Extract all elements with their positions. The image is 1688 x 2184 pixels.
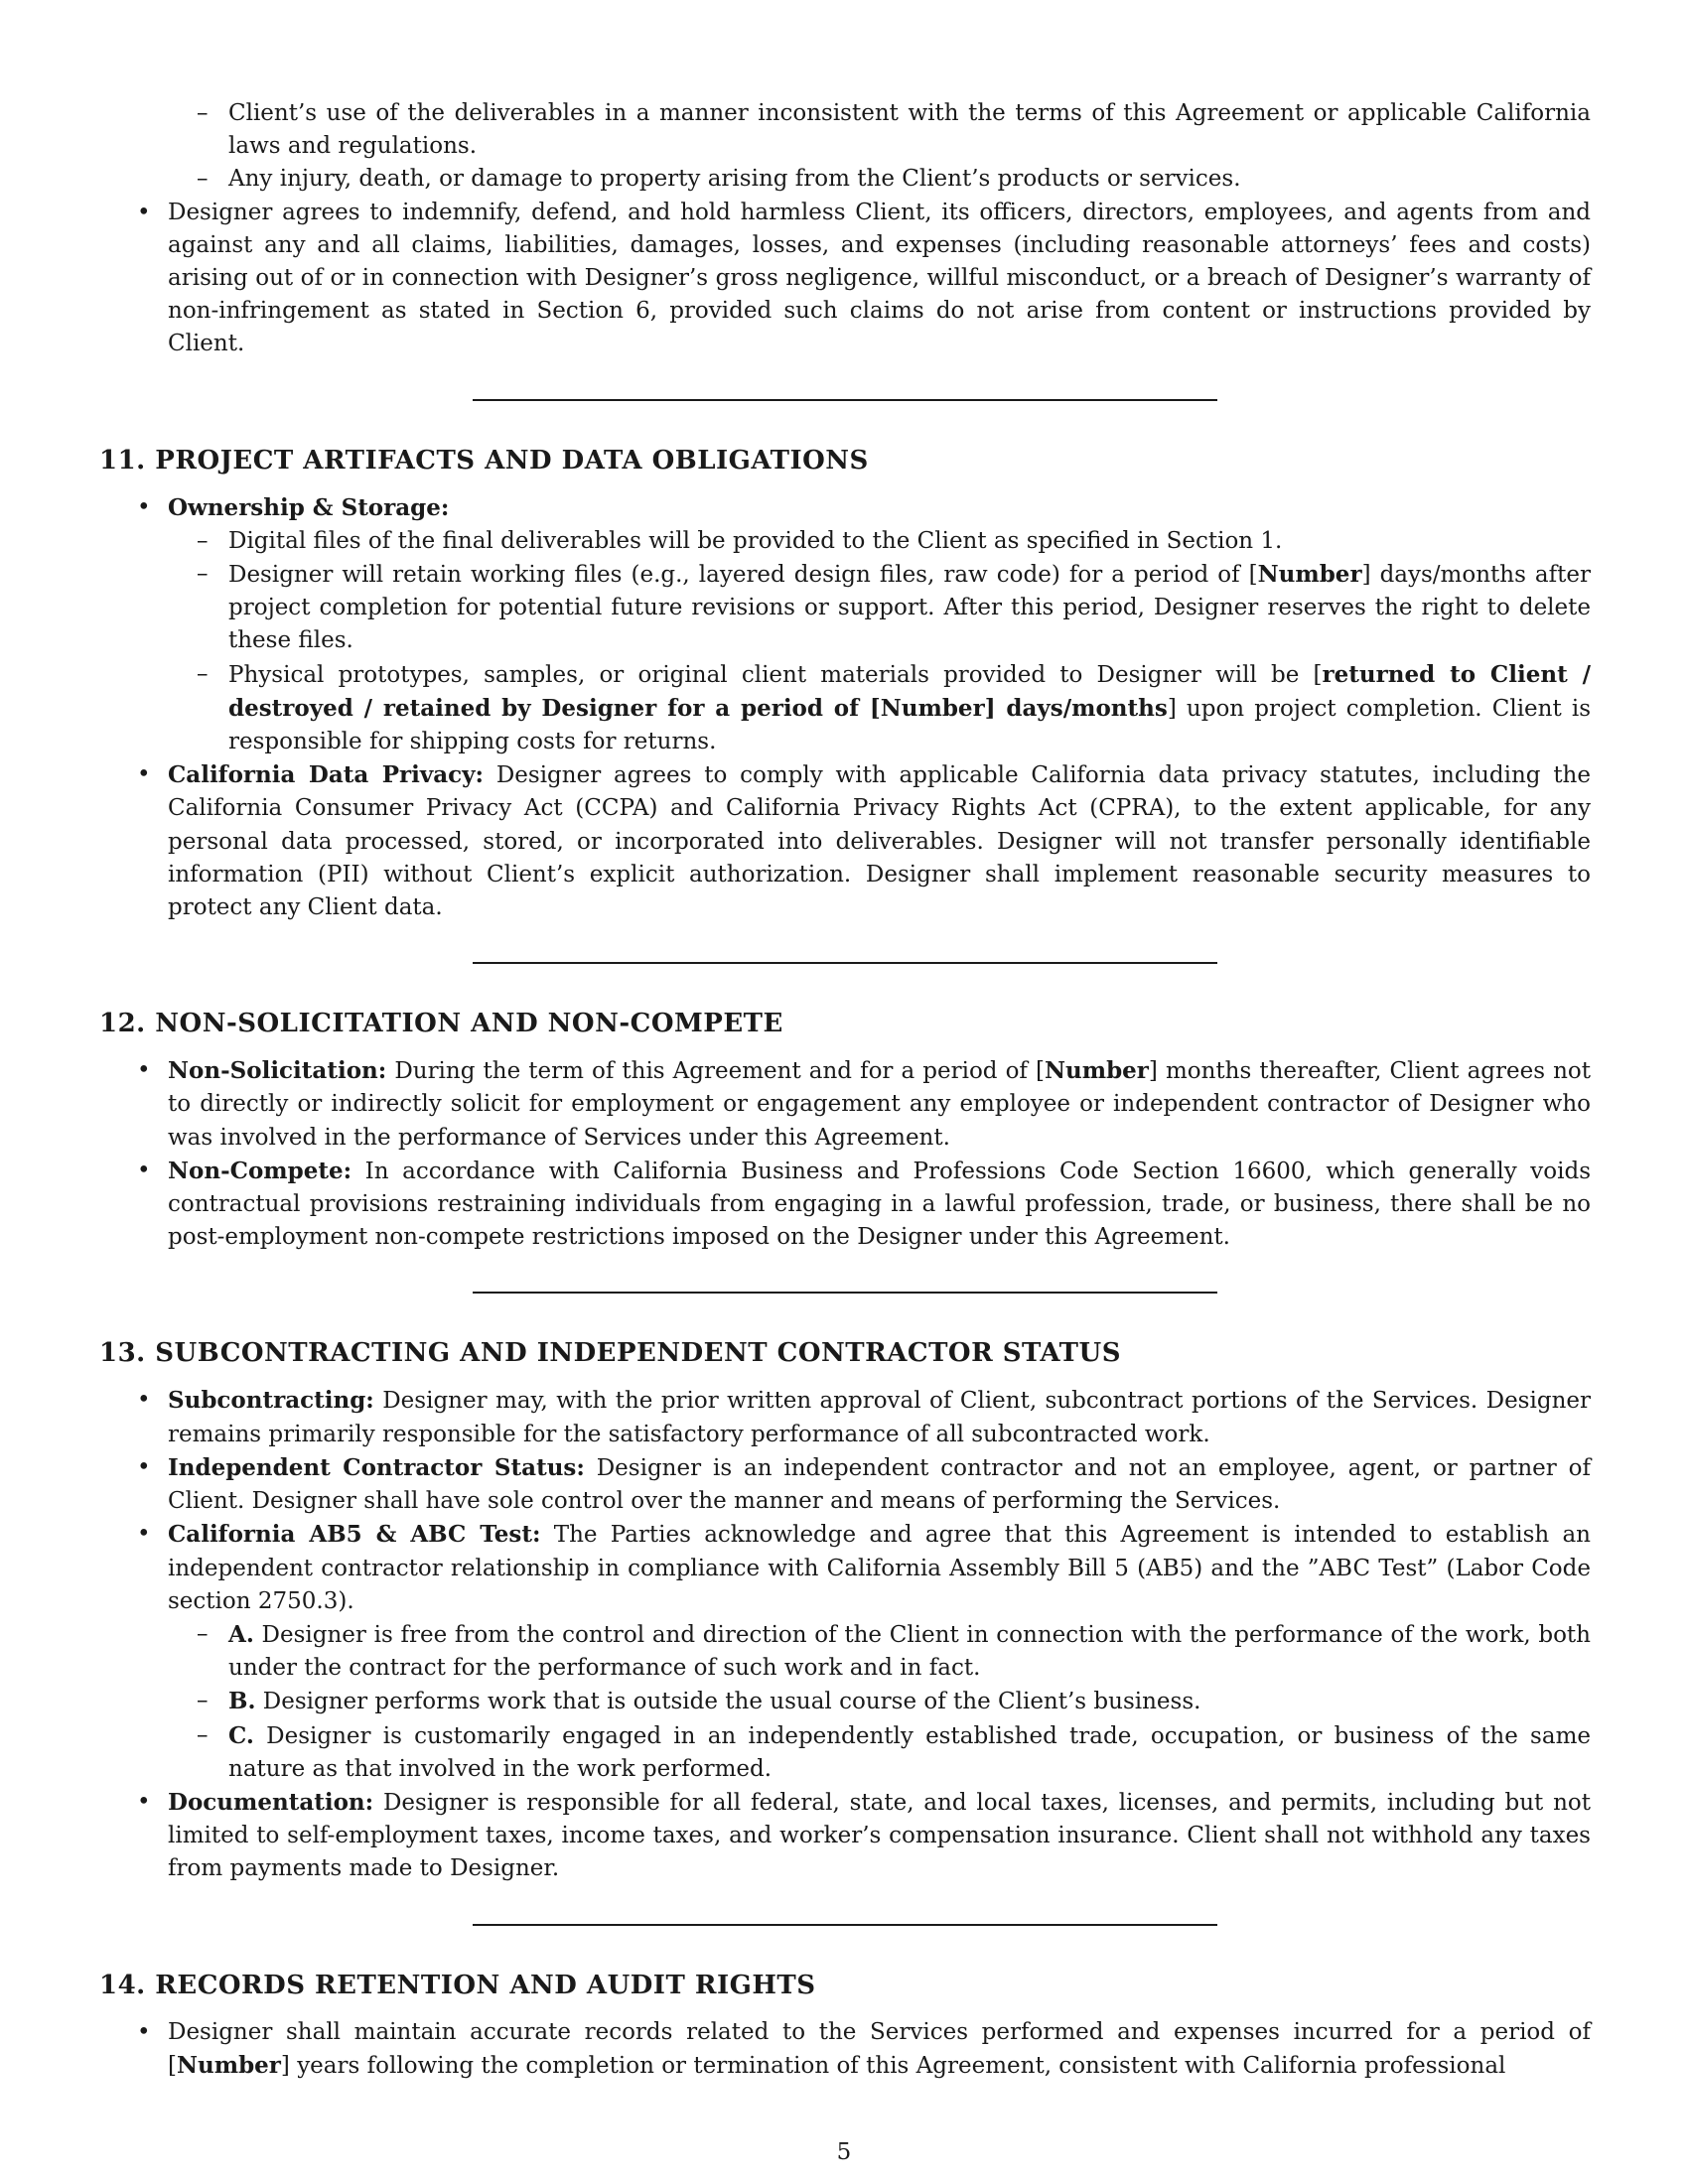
list-item bbox=[99, 1719, 1591, 1786]
item-label: Ownership & Storage: bbox=[168, 493, 450, 521]
item-text: Designer shall maintain accurate records related to the Services performed and expenses incurred for a period of [ bbox=[168, 2018, 1591, 2079]
item-text: Client’s use of the deliverables in a manner inconsistent with the terms of this Agreement or applicable California laws and regulations. bbox=[228, 100, 1591, 160]
list-item bbox=[99, 491, 1591, 525]
section-14-list bbox=[99, 2016, 1591, 2083]
list-item bbox=[99, 2016, 1591, 2083]
list-item bbox=[99, 1518, 1591, 1618]
section-divider bbox=[473, 399, 1217, 401]
list-item bbox=[99, 658, 1591, 759]
list-item bbox=[99, 558, 1591, 658]
section-11-list bbox=[99, 491, 1591, 925]
list-item bbox=[99, 1786, 1591, 1886]
item-text: In accordance with California Business and Professions Code Section 16600, which generally voids contractual provisions restraining individuals from engaging in a lawful profession, trade, or business, there shall be no post-employment non-compete restrictions imposed on the Designer under this Agreement. bbox=[168, 1158, 1591, 1251]
list-item bbox=[99, 1384, 1591, 1450]
section-13-list bbox=[99, 1384, 1591, 1885]
item-text: Designer agrees to indemnify, defend, and hold harmless Client, its officers, directors, employees, and agents from and against any and all claims, liabilities, damages, losses, and expenses (including reasonable attorneys’ fees and costs) arising out of or in connection with Designer’s gross negligence, willful misconduct, or a breach of Designer’s warranty of non-infringement as stated in Section 6, provided such claims do not arise from content or instructions provided by Client. bbox=[168, 199, 1591, 357]
item-text: ] days/months after project completion for potential future revisions or support. After this period, Designer reserves the right to delete these files. bbox=[228, 562, 1591, 654]
item-text: Designer is an independent contractor and not an employee, agent, or partner of Client. Designer shall have sole control over the manner and means of performing the Services. bbox=[168, 1454, 1591, 1515]
list-item bbox=[99, 1155, 1591, 1255]
list-item bbox=[99, 163, 1591, 196]
item-label: California Data Privacy: bbox=[168, 761, 485, 789]
item-label: California AB5 & ABC Test: bbox=[168, 1521, 541, 1549]
item-label: A. bbox=[228, 1620, 254, 1648]
placeholder-number: Number bbox=[1045, 1057, 1149, 1085]
section-divider bbox=[473, 1292, 1217, 1294]
item-label: Subcontracting: bbox=[168, 1387, 374, 1415]
item-text: ] upon project completion. Client is responsible for shipping costs for returns. bbox=[228, 695, 1592, 755]
list-item bbox=[99, 758, 1591, 924]
item-label: B. bbox=[228, 1688, 256, 1715]
section-heading: 13. SUBCONTRACTING AND INDEPENDENT CONTRACTOR STATUS bbox=[99, 1338, 1121, 1369]
section-12-list bbox=[99, 1054, 1591, 1254]
list-item bbox=[99, 525, 1591, 558]
item-text: Designer is free from the control and direction of the Client in connection with the performance of the work, both under the contract for the performance of such work and in fact. bbox=[228, 1621, 1591, 1682]
list-item bbox=[99, 1618, 1591, 1685]
section-divider bbox=[473, 962, 1217, 964]
section-heading: 11. PROJECT ARTIFACTS AND DATA OBLIGATIONS bbox=[99, 445, 869, 476]
placeholder-unit: days/months bbox=[1006, 694, 1168, 722]
list-item bbox=[99, 97, 1591, 163]
item-label: Non-Solicitation: bbox=[168, 1057, 387, 1085]
item-text: The Parties acknowledge and agree that this Agreement is intended to establish an independent contractor relationship in compliance with California Assembly Bill 5 (AB5) and the ”ABC Test” (Labor Code section 2750.3). bbox=[168, 1522, 1591, 1614]
item-label: Documentation: bbox=[168, 1788, 374, 1816]
page-content bbox=[99, 97, 1591, 2083]
page-number: 5 bbox=[836, 2139, 852, 2165]
section-10-list bbox=[99, 97, 1591, 361]
item-label: Independent Contractor Status: bbox=[168, 1453, 585, 1481]
item-text: Designer is customarily engaged in an independently established trade, occupation, or business of the same nature as that involved in the work performed. bbox=[228, 1722, 1591, 1782]
section-divider bbox=[473, 1924, 1217, 1926]
list-item bbox=[99, 1685, 1591, 1718]
item-text: Designer may, with the prior written approval of Client, subcontract portions of the Services. Designer remains primarily responsible for the satisfactory performance of all subcontracted work. bbox=[168, 1388, 1591, 1447]
placeholder-number: Number bbox=[1257, 561, 1362, 589]
item-text: ] bbox=[984, 694, 1007, 722]
list-item bbox=[99, 1451, 1591, 1518]
item-text: During the term of this Agreement and for a period of [ bbox=[386, 1058, 1045, 1085]
list-item bbox=[99, 197, 1591, 361]
placeholder-number: Number bbox=[176, 2051, 281, 2079]
list-item bbox=[99, 1054, 1591, 1155]
item-label: Non-Compete: bbox=[168, 1157, 352, 1184]
item-text: ] years following the completion or termination of this Agreement, consistent with California professional bbox=[280, 2052, 1506, 2079]
item-text: Designer performs work that is outside the usual course of the Client’s business. bbox=[255, 1689, 1201, 1715]
item-text: Digital files of the final deliverables will be provided to the Client as specified in Section 1. bbox=[228, 527, 1283, 554]
placeholder-number: Number bbox=[880, 694, 985, 722]
item-text: Designer will retain working files (e.g., layered design files, raw code) for a period of [ bbox=[228, 562, 1258, 589]
section-heading: 14. RECORDS RETENTION AND AUDIT RIGHTS bbox=[99, 1970, 816, 2000]
item-text: Any injury, death, or damage to property arising from the Client’s products or services. bbox=[228, 166, 1241, 193]
item-text: [ bbox=[859, 694, 881, 722]
item-text: Designer agrees to comply with applicable California data privacy statutes, including the California Consumer Privacy Act (CCPA) and California Privacy Rights Act (CPRA), to the extent applicable, for any personal data processed, stored, or incorporated into deliverables. Designer will not transfer personally identifiable information (PII) without Client’s explicit authorization. Designer shall implement reasonable security measures to protect any Client data. bbox=[168, 762, 1591, 921]
item-text: Physical prototypes, samples, or original client materials provided to Designer will be [ bbox=[228, 661, 1323, 688]
item-text: Designer is responsible for all federal, state, and local taxes, licenses, and permits, including but not limited to self-employment taxes, income taxes, and worker’s compensation insurance. Client shall not withhold any taxes from payments made to Designer. bbox=[168, 1789, 1591, 1882]
item-text: ] months thereafter, Client agrees not to directly or indirectly solicit for employment or engagement any employee or independent contractor of Designer who was involved in the performance of Services under this Agreement. bbox=[168, 1058, 1592, 1151]
placeholder-options: returned to Client / destroyed / retained by Designer for a period of bbox=[228, 660, 1591, 722]
section-heading: 12. NON-SOLICITATION AND NON-COMPETE bbox=[99, 1009, 783, 1039]
item-label: C. bbox=[228, 1721, 254, 1749]
